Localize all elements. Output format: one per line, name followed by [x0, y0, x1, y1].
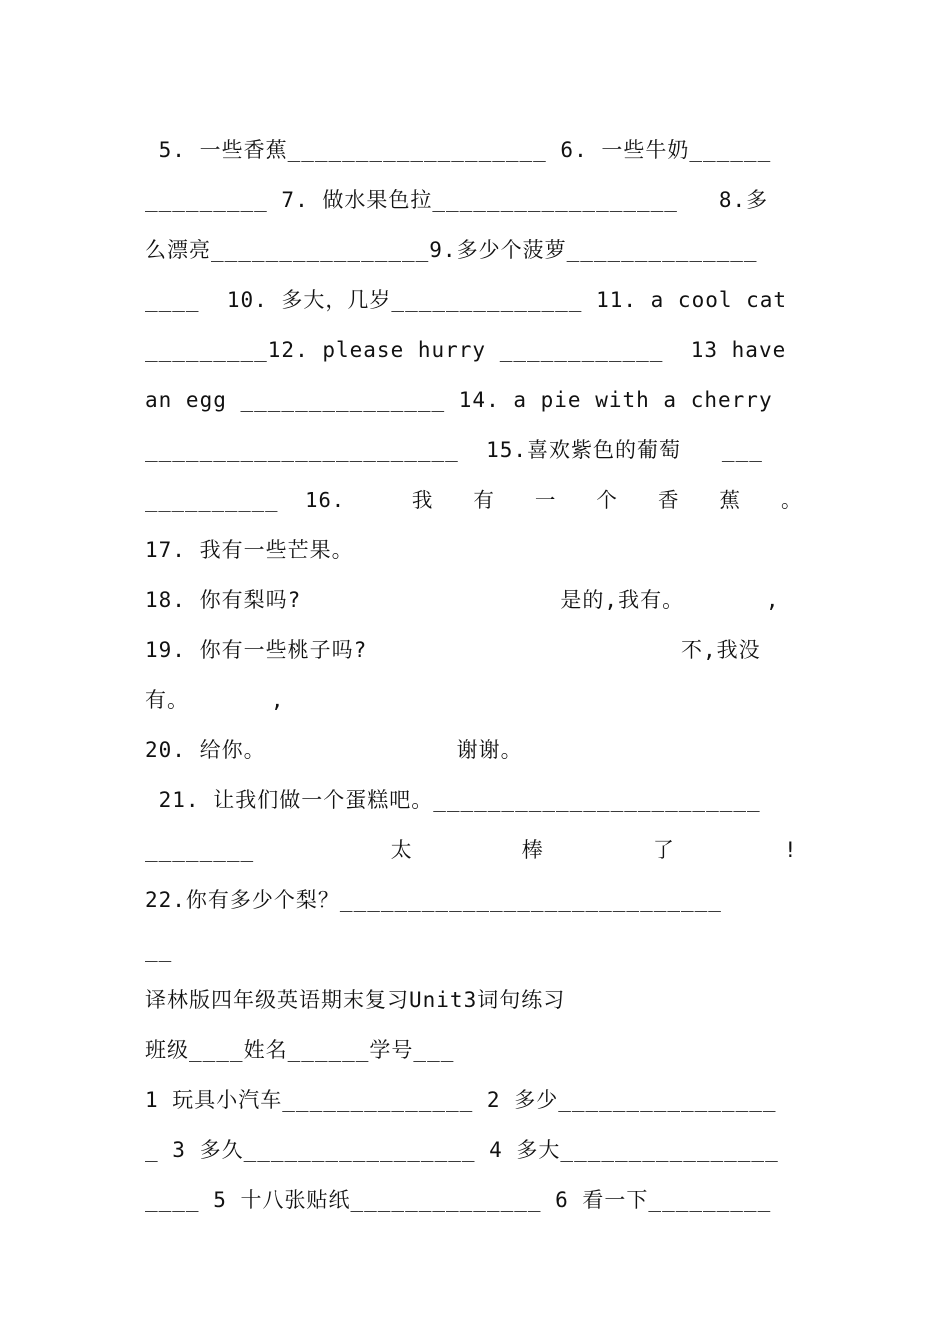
exercise-line-18: 18. 你有梨吗? 是的,我有。 ,: [145, 588, 780, 612]
exercise-line-12-13: _________12. please hurry ____________ 13 have: [145, 338, 787, 362]
exercise-line-21-cont: ________ 太 棒 了 !: [145, 838, 798, 862]
student-info-line: 班级____姓名______学号___: [145, 1038, 455, 1062]
exercise-line-9: 么漂亮________________9.多少个菠萝______________: [145, 238, 758, 262]
exercise-line-22-cont: __: [145, 938, 173, 962]
exercise-line-20: 20. 给你。 谢谢。: [145, 738, 523, 762]
exercise-line-17: 17. 我有一些芒果。: [145, 538, 354, 562]
exercise-line-19-cont: 有。 ,: [145, 688, 285, 712]
exercise-line-22: 22.你有多少个梨？____________________________: [145, 888, 722, 912]
exercise-line-7-8: _________ 7. 做水果色拉__________________ 8.多: [145, 188, 769, 212]
exercise-line-21: 21. 让我们做一个蛋糕吧。________________________: [145, 788, 761, 812]
unit3-line-1-2: 1 玩具小汽车______________ 2 多少________________: [145, 1088, 777, 1112]
exercise-line-19: 19. 你有一些桃子吗? 不,我没: [145, 638, 761, 662]
exercise-line-15: _______________________ 15.喜欢紫色的葡萄 ___: [145, 438, 763, 462]
exercise-line-16: __________ 16. 我 有 一 个 香 蕉 。: [145, 488, 803, 512]
unit3-line-3-4: _ 3 多久_________________ 4 多大________________: [145, 1138, 779, 1162]
worksheet-title: 译林版四年级英语期末复习Unit3词句练习: [145, 988, 566, 1012]
exercise-line-14: an egg _______________ 14. a pie with a cherry: [145, 388, 773, 412]
exercise-line-10-11: ____ 10. 多大，几岁______________ 11. a cool cat: [145, 288, 788, 312]
unit3-line-5-6: ____ 5 十八张贴纸______________ 6 看一下_________: [145, 1188, 772, 1212]
exercise-line-5-6: 5. 一些香蕉___________________ 6. 一些牛奶______: [145, 138, 772, 162]
